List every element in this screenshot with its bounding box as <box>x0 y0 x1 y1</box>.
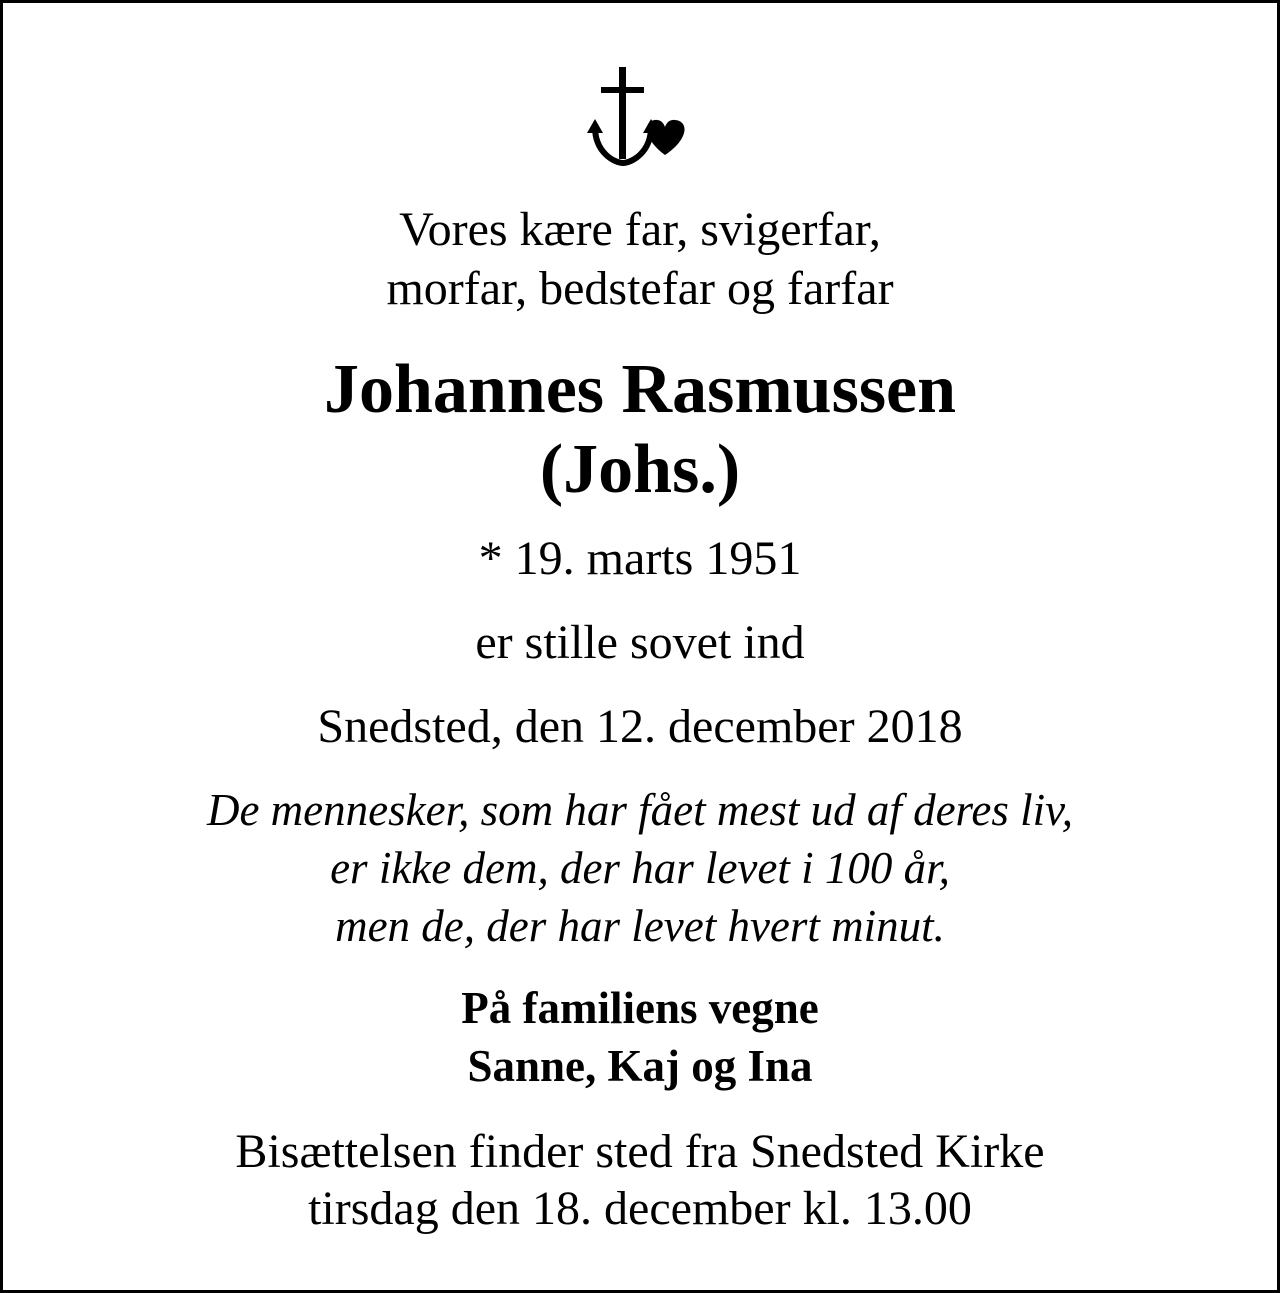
place-and-date: Snedsted, den 12. december 2018 <box>317 700 963 753</box>
quote-line-3: men de, der har levet hvert minut. <box>335 901 945 951</box>
quote-line-2: er ikke dem, der har levet i 100 år, <box>330 843 950 893</box>
intro-line-1: Vores kære far, svigerfar, <box>399 203 881 256</box>
family-line-1: På familiens vegne <box>461 983 819 1033</box>
deceased-nickname: (Johs.) <box>539 431 741 508</box>
quote-line-1: De mennesker, som har fået mest ud af deres liv, <box>206 785 1074 835</box>
family-names: Sanne, Kaj og Ina <box>467 1041 813 1091</box>
birth-date: * 19. marts 1951 <box>478 532 802 585</box>
passed-text: er stille sovet ind <box>475 616 805 669</box>
intro-line-2: morfar, bedstefar og farfar <box>386 262 894 315</box>
funeral-info-line-1: Bisættelsen finder sted fra Snedsted Kirke <box>235 1125 1045 1178</box>
cross-anchor-heart-icon <box>585 65 697 175</box>
funeral-info-line-2: tirsdag den 18. december kl. 13.00 <box>308 1182 972 1235</box>
deceased-name: Johannes Rasmussen <box>323 351 957 428</box>
